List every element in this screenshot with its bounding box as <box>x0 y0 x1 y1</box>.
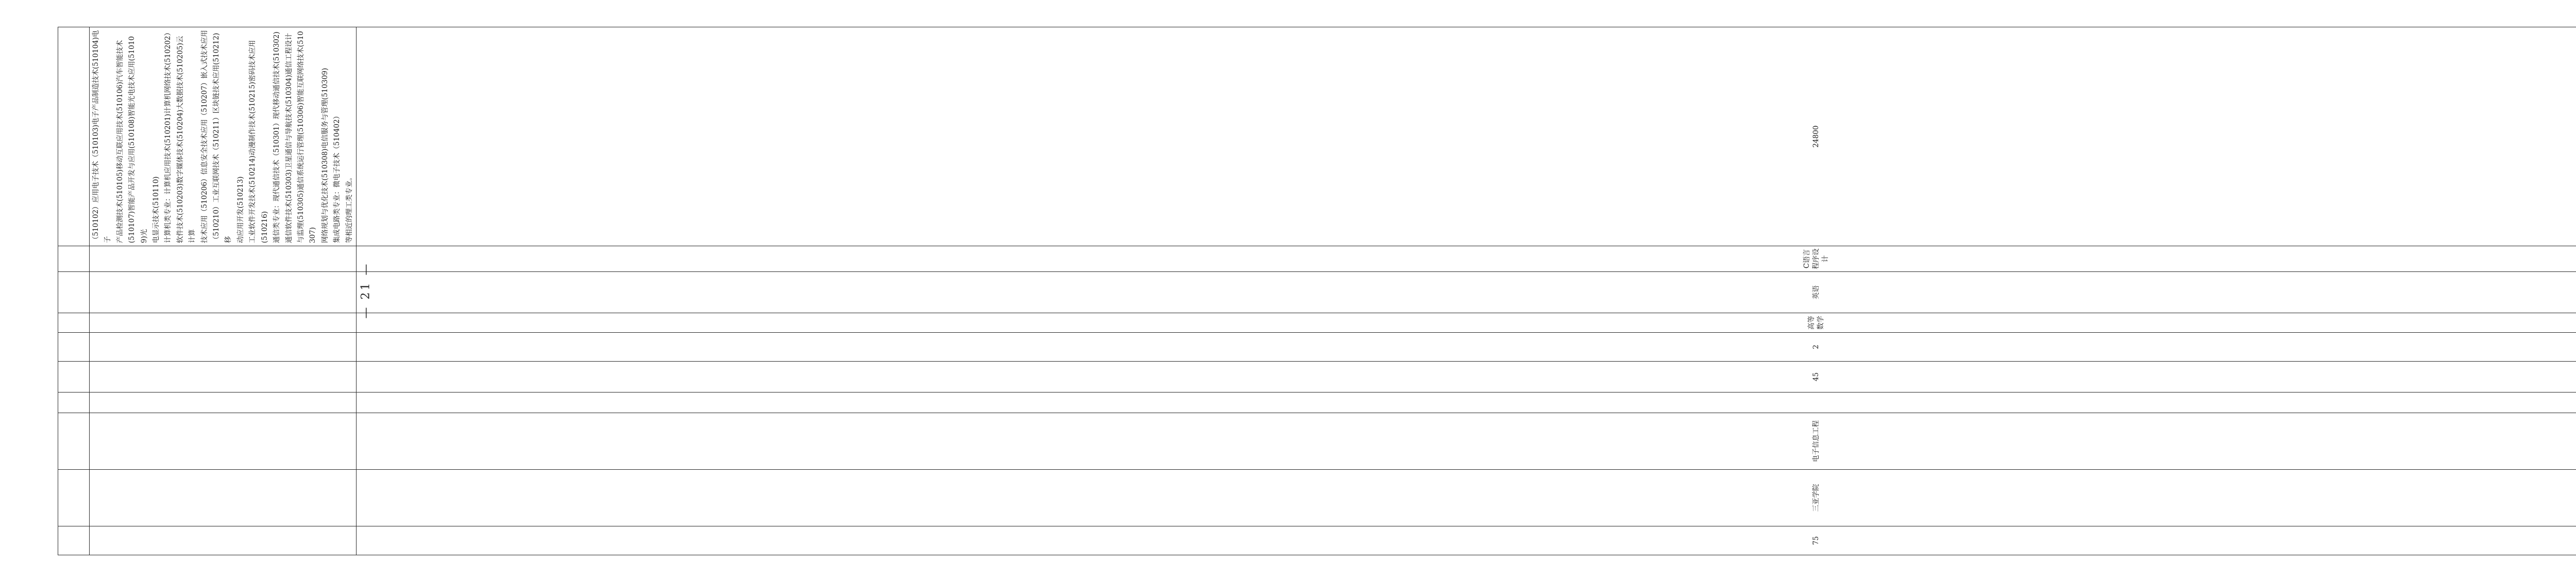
cell-empty <box>90 413 357 470</box>
cell-empty <box>90 526 357 555</box>
table-row-75 <box>356 27 2576 555</box>
cell-empty <box>90 333 357 362</box>
cell-plan: 45 <box>356 362 2576 393</box>
cell-empty <box>58 272 90 313</box>
list-line: 等相近的理工类专业。 <box>345 174 353 243</box>
cell-index: 75 <box>356 526 2576 555</box>
page-number-strip <box>355 0 376 580</box>
cell-years: 2 <box>356 333 2576 362</box>
list-line: 通信类专业：现代通信技术（510301）现代移动通信技术(510302) <box>273 31 281 243</box>
cell-empty <box>90 470 357 526</box>
table-row-top-empty <box>58 27 90 555</box>
list-line: （510210）工业互联网技术（510211）区块链技术应用(510212)移 <box>212 32 233 243</box>
list-line: 软件技术(510203)数字媒体技术(510204)大数据技术(510205)云计算 <box>176 36 197 243</box>
page-number: — 21 — <box>359 262 372 318</box>
cell-subject-2: 英语 <box>356 272 2576 313</box>
cell-empty <box>58 470 90 526</box>
cell-empty <box>90 362 357 393</box>
list-line: 工业软件开发技术(510214)动漫制作技术(510215)密码技术应用 <box>248 40 257 243</box>
cell-empty <box>58 333 90 362</box>
cell-empty <box>90 313 357 333</box>
cell-tuition: 24800 <box>356 27 2576 246</box>
list-line: 集成电路类专业：微电子技术（510402） <box>333 112 342 243</box>
cell-empty <box>356 393 2576 413</box>
cell-subject-1: 高等数学 <box>356 313 2576 333</box>
cell-empty <box>58 526 90 555</box>
list-line: (510216) <box>260 211 269 243</box>
cell-empty <box>58 413 90 470</box>
list-line: 产品检测技术(510105)移动互联应用技术(510106)汽车智能技术 <box>115 40 124 243</box>
cell-empty <box>90 272 357 313</box>
list-line: 计算机类专业：计算机应用技术(510201)计算机网络技术(510202） <box>164 29 173 243</box>
cell-empty <box>90 246 357 272</box>
table-row-continued <box>90 27 357 555</box>
list-line: 动应用开发(510213) <box>236 176 245 243</box>
cell-subject-3: C语言程序设计 <box>356 246 2576 272</box>
list-line: 技术应用（510206）信息安全技术应用（510207）嵌入式技术应用 <box>200 30 209 243</box>
cell-empty <box>58 313 90 333</box>
cell-major: 电子信息工程 <box>356 413 2576 470</box>
list-line: （510102）应用电子技术（510103)电子产品制造技术(510104)电子 <box>92 30 112 243</box>
cell-empty <box>90 393 357 413</box>
cell-empty <box>58 27 90 246</box>
list-line: (510107)智能产品开发与应用(510108)智能光电技术应用(510109)光 <box>128 36 148 243</box>
list-line: 网络规划与优化技术(510308)电信服务与管理(510309) <box>320 67 329 243</box>
list-line: 通信软件技术(510303)卫星通信与导航技术(510304)通信工程设计 <box>284 33 293 243</box>
list-line: 电显示技术(510110) <box>152 176 161 243</box>
cell-empty <box>58 246 90 272</box>
cell-empty <box>58 362 90 393</box>
admission-table <box>58 27 2576 555</box>
list-line: 与监理(510305)通信系统运行管理(510306)智能互联网络技术(510307) <box>296 31 317 243</box>
cell-school: 三亚学院 <box>356 470 2576 526</box>
cell-major-list-prev <box>90 27 357 246</box>
cell-empty <box>58 393 90 413</box>
